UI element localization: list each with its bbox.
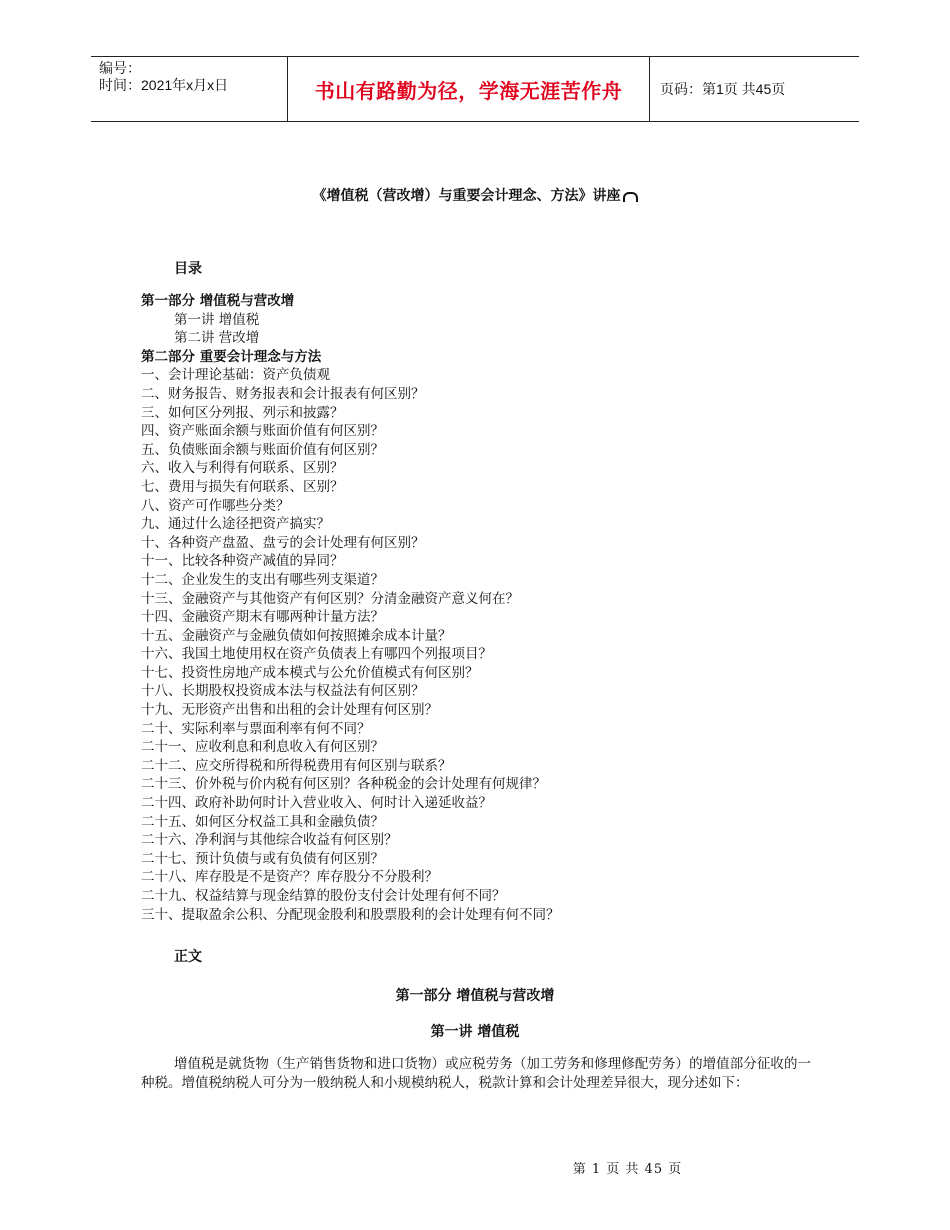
toc-item[interactable]: 二十六、净利润与其他综合收益有何区别？ — [141, 832, 398, 849]
toc-item[interactable]: 五、负债账面余额与账面价值有何区别？ — [141, 441, 384, 458]
toc-item[interactable]: 二十五、如何区分权益工具和金融负债？ — [141, 813, 384, 830]
header-page-info — [650, 57, 859, 121]
toc-part-2[interactable]: 第二部分 重要会计理念与方法 — [141, 348, 322, 365]
toc-item[interactable]: 十八、长期股权投资成本法与权益法有何区别？ — [141, 683, 425, 700]
toc-item[interactable]: 二十一、应收利息和利息收入有何区别？ — [141, 739, 384, 756]
lecture-title: 第一讲 增值税 — [430, 1024, 520, 1040]
page-footer: 第 1 页 共 45 页 — [572, 1162, 683, 1177]
toc-heading: 目录 — [174, 261, 202, 277]
toc-item[interactable]: 三、如何区分列报、列示和披露？ — [141, 404, 344, 421]
toc-item[interactable]: 二十七、预计负债与或有负债有何区别？ — [141, 850, 384, 867]
header-meta — [91, 57, 287, 121]
toc-item[interactable]: 二、财务报告、财务报表和会计报表有何区别？ — [141, 385, 425, 402]
toc-item[interactable]: 四、资产账面余额与账面价值有何区别？ — [141, 423, 384, 440]
toc-item[interactable]: 十二、企业发生的支出有哪些列支渠道？ — [141, 571, 384, 588]
toc-item[interactable]: 十一、比较各种资产减值的异同？ — [141, 553, 344, 570]
section-title: 第一部分 增值税与营改增 — [395, 988, 555, 1004]
toc-item-list — [141, 366, 841, 924]
toc-item[interactable]: 九、通过什么途径把资产搞实？ — [141, 516, 330, 533]
document-title-text: 《增值税（营改增）与重要会计理念、方法》讲座 — [312, 188, 621, 204]
toc-lecture-2[interactable]: 第二讲 营改增 — [174, 330, 260, 347]
toc-part-1[interactable]: 第一部分 增值税与营改增 — [141, 293, 295, 309]
toc-lecture-1[interactable]: 第一讲 增值税 — [174, 311, 260, 328]
page-header — [91, 56, 859, 122]
toc-item[interactable]: 十四、金融资产期末有哪两种计量方法？ — [141, 609, 384, 626]
toc-item[interactable]: 十、各种资产盘盈、盘亏的会计处理有何区别？ — [141, 534, 425, 551]
toc-item[interactable]: 十六、我国土地使用权在资产负债表上有哪四个列报项目？ — [141, 646, 492, 663]
toc-item[interactable]: 二十九、权益结算与现金结算的股份支付会计处理有何不同？ — [141, 888, 506, 904]
header-motto-cell — [287, 57, 650, 121]
body-heading: 正文 — [174, 949, 202, 965]
toc-item[interactable]: 二十、实际利率与票面利率有何不同？ — [141, 720, 371, 737]
toc-item[interactable]: 七、费用与损失有何联系、区别？ — [141, 478, 344, 495]
toc-item[interactable]: 十七、投资性房地产成本模式与公允价值模式有何区别？ — [141, 664, 479, 681]
heading-marker-icon — [623, 192, 638, 202]
toc-item[interactable]: 三十、提取盈余公积、分配现金股利和股票股利的会计处理有何不同？ — [141, 906, 560, 923]
toc-item[interactable]: 六、收入与利得有何联系、区别？ — [141, 460, 344, 477]
document-title — [0, 185, 950, 205]
document-number-label: 编号： — [99, 60, 141, 76]
toc-item[interactable]: 一、会计理论基础：资产负债观 — [141, 367, 330, 384]
toc-item[interactable]: 八、资产可作哪些分类？ — [141, 497, 290, 514]
table-of-contents — [141, 292, 841, 924]
toc-item[interactable]: 二十八、库存股是不是资产？库存股分不分股利？ — [141, 869, 438, 886]
toc-item[interactable]: 十九、无形资产出售和出租的会计处理有何区别？ — [141, 702, 438, 719]
header-motto: 书山有路勤为径，学海无涯苦作舟 — [314, 78, 623, 103]
header-page-number: 页码：第1页 共45页 — [660, 81, 786, 97]
document-date: 时间：2021年x月x日 — [99, 77, 229, 93]
body-paragraph: 增值税是就货物（生产销售货物和进口货物）或应税劳务（加工劳务和修理修配劳务）的增值部分征收的一种税。增值税纳税人可分为一般纳税人和小规模纳税人，税款计算和会计处理差异很大，现分述如下： — [141, 1056, 811, 1091]
toc-item[interactable]: 二十四、政府补助何时计入营业收入、何时计入递延收益？ — [141, 795, 492, 812]
toc-item[interactable]: 二十二、应交所得税和所得税费用有何区别与联系？ — [141, 757, 452, 774]
toc-item[interactable]: 十五、金融资产与金融负债如何按照摊余成本计量？ — [141, 627, 452, 644]
toc-item[interactable]: 二十三、价外税与价内税有何区别？各种税金的会计处理有何规律？ — [141, 776, 546, 793]
toc-item[interactable]: 十三、金融资产与其他资产有何区别？分清金融资产意义何在？ — [141, 590, 519, 607]
